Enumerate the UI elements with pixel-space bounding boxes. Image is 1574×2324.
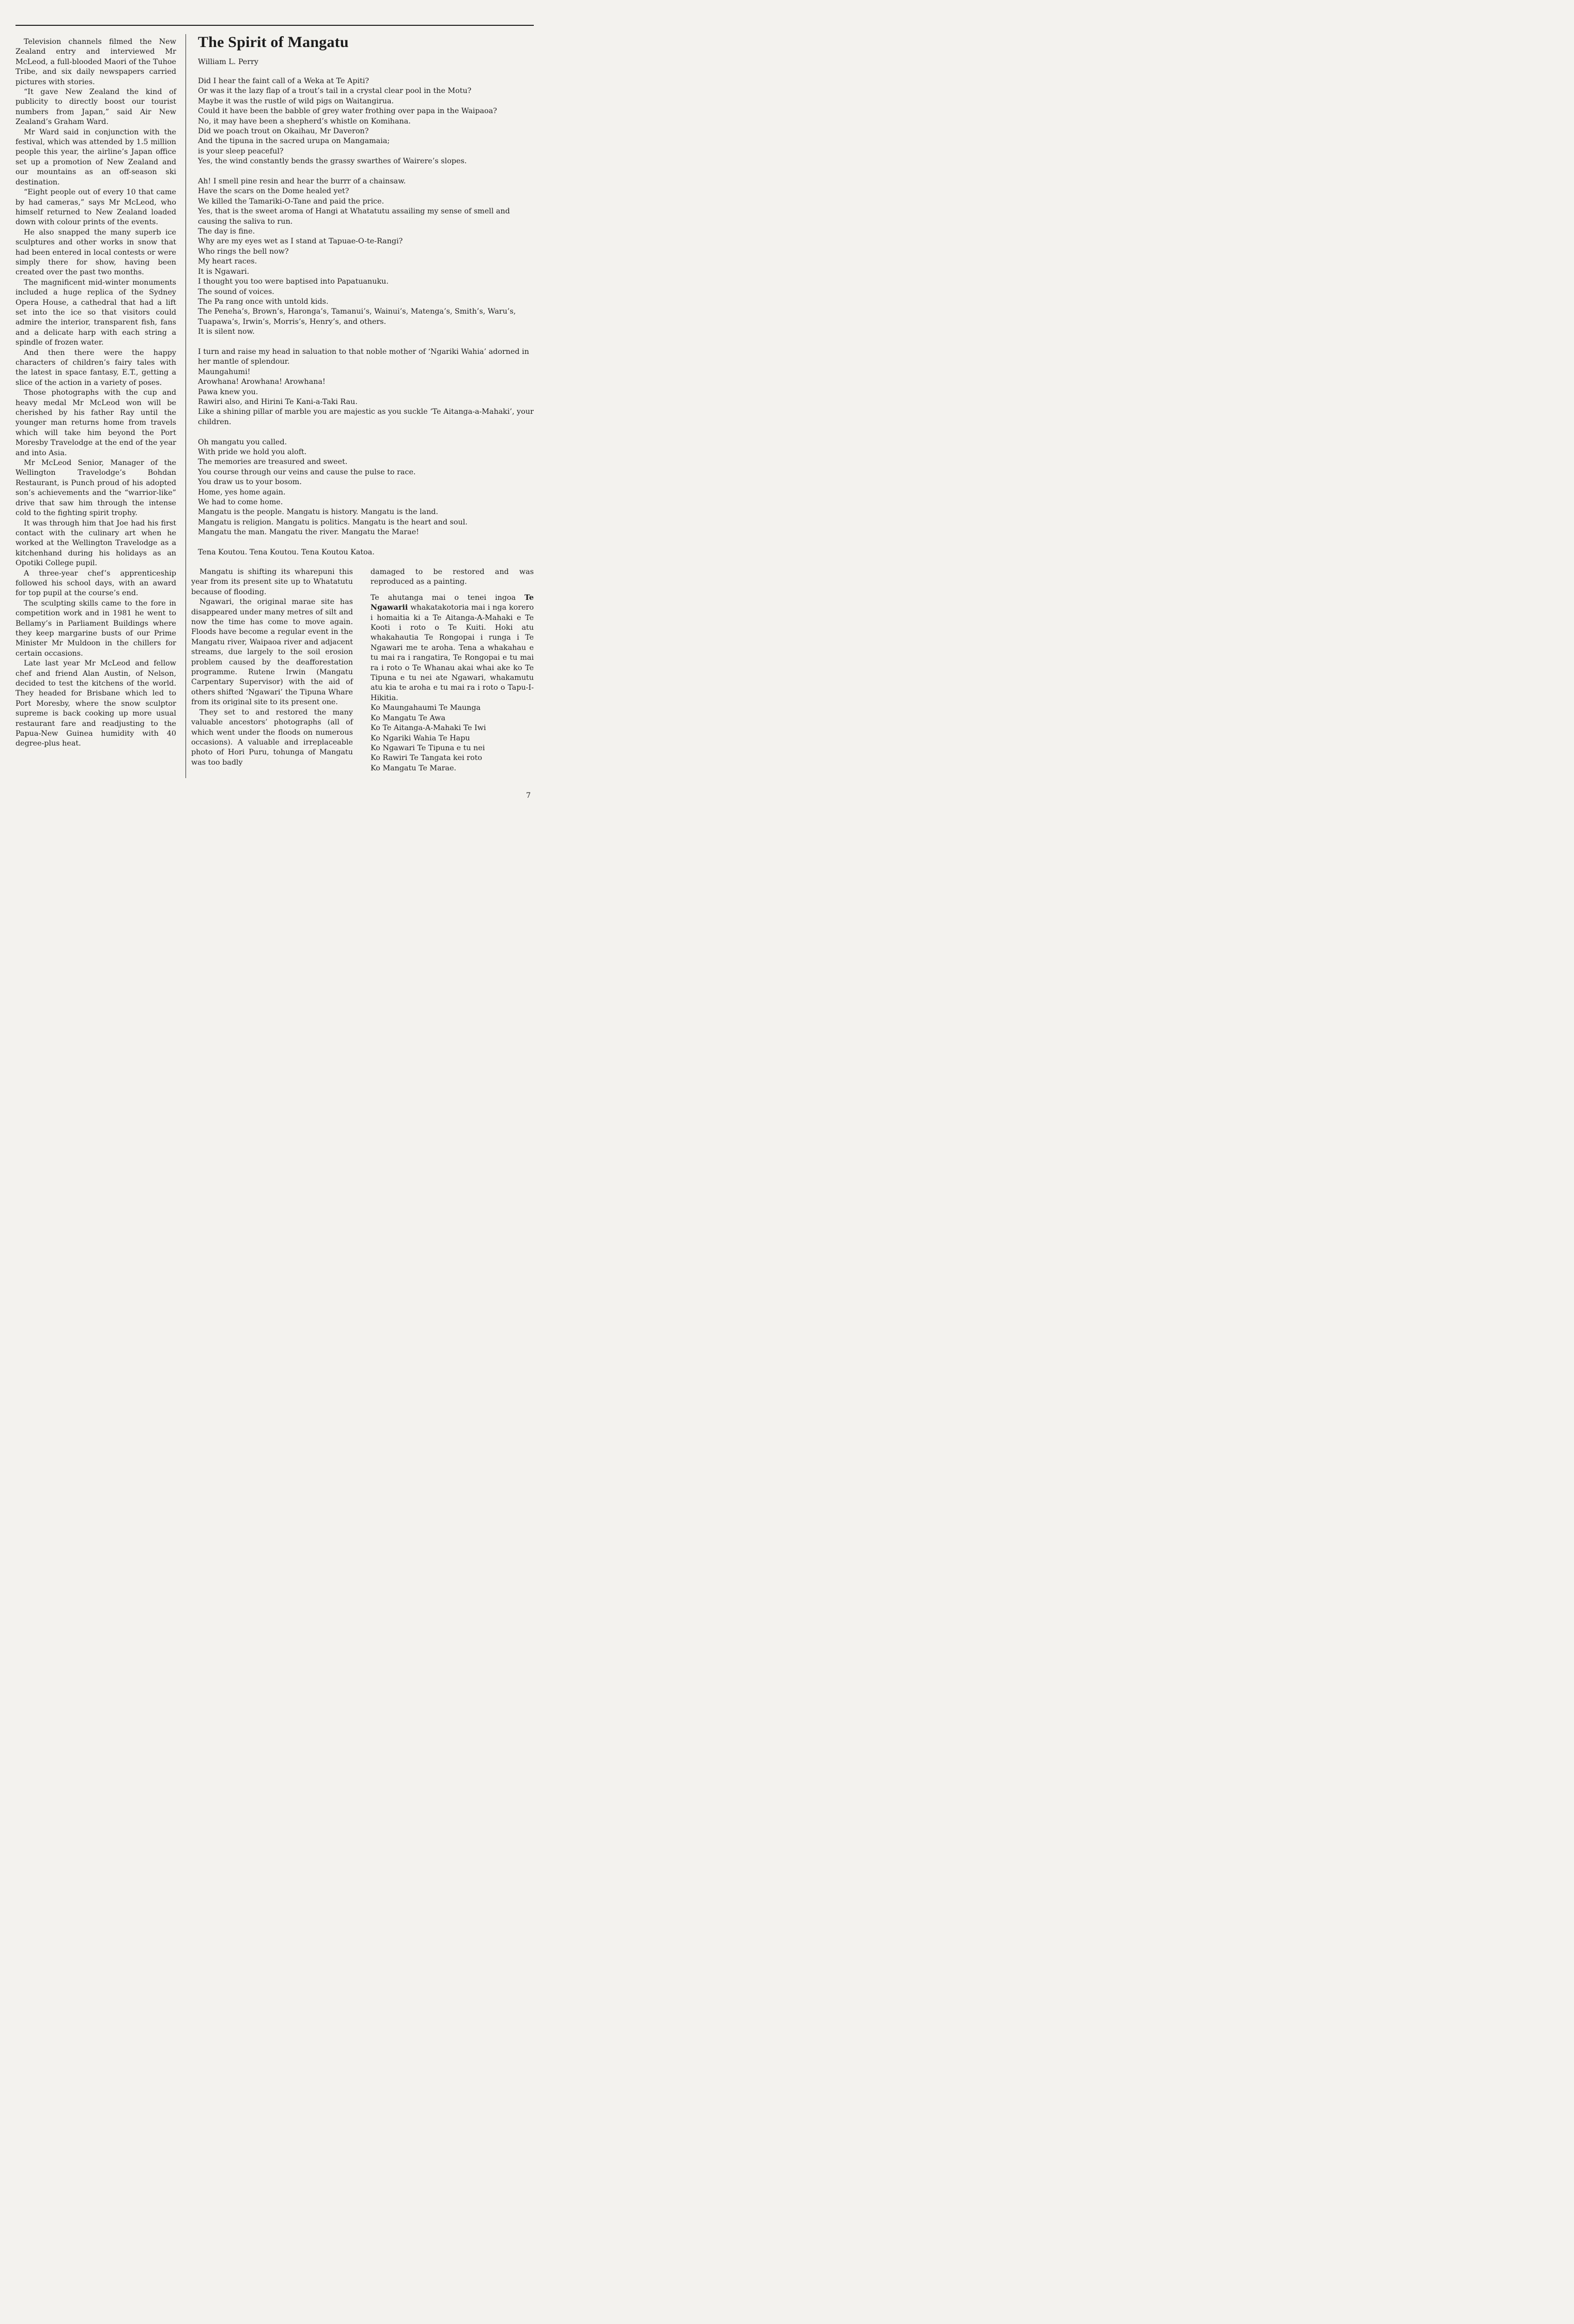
poem-stanza xyxy=(198,548,534,557)
paragraph: damaged to be restored and was reproduced as a painting. xyxy=(371,568,534,586)
poem-stanza xyxy=(198,76,534,167)
pepeha-line: Ko Rawiri Te Tangata kei roto xyxy=(371,754,482,763)
poem-line: Why are my eyes wet as I stand at Tapuae-O-te-Rangi? xyxy=(198,237,403,246)
poem-line: Pawa knew you. xyxy=(198,388,258,396)
pepeha-line: Ko Ngariki Wahia Te Hapu xyxy=(371,734,470,742)
paragraph: Ngawari, the original marae site has disappeared under many metres of silt and now the time has come to move again. Floods have become a regular event in the Mangatu river, Waipaoa river and adjacent streams, due largely to the soil erosion problem caused by the deafforestation programme. Rutene Irwin (Mangatu Carpentary Supervisor) with the aid of others shifted ‘Ngawari’ the Tipuna Whare from its original site to its present one. xyxy=(191,598,353,707)
left-column xyxy=(16,37,176,749)
poem-line: Oh mangatu you called. xyxy=(198,438,287,446)
maori-paragraph xyxy=(371,593,534,703)
paragraph: Late last year Mr McLeod and fellow chef and friend Alan Austin, of Nelson, decided to test the kitchens of the world. They headed for Brisbane which led to Port Moresby, where the snow sculptor supreme is back cooking up more usual restaurant fare and readjusting to the Papua-New Guinea humidity with 40 degree-plus heat. xyxy=(16,659,176,748)
article-title: The Spirit of Mangatu xyxy=(198,34,349,51)
paragraph: “Eight people out of every 10 that came by had cameras,” says Mr McLeod, who himself returned to New Zealand loaded down with colour prints of the events. xyxy=(16,188,176,227)
poem-line: The Peneha’s, Brown’s, Haronga’s, Tamanui’s, Wainui’s, Matenga’s, Smith’s, Waru’s, Tuapawa’s, Irwin’s, Morris’s, Henry’s, and others. xyxy=(198,307,516,326)
poem-line: The day is fine. xyxy=(198,227,255,236)
poem-line: It is Ngawari. xyxy=(198,267,250,276)
poem-line: Mangatu is the people. Mangatu is history. Mangatu is the land. xyxy=(198,508,438,517)
poem-line: Have the scars on the Dome healed yet? xyxy=(198,187,349,196)
article-header xyxy=(198,33,534,66)
poem xyxy=(198,76,534,568)
poem-line: You course through our veins and cause the pulse to race. xyxy=(198,468,416,476)
pepeha-line: Ko Mangatu Te Marae. xyxy=(371,764,456,772)
maori-text: Te ahutanga mai o tenei ingoa xyxy=(371,593,524,602)
poem-line: Yes, that is the sweet aroma of Hangi at Whatatutu assailing my sense of smell and causing the saliva to run. xyxy=(198,207,510,226)
pepeha-line: Ko Ngawari Te Tipuna e tu nei xyxy=(371,743,485,752)
poem-line: Or was it the lazy flap of a trout’s tail in a crystal clear pool in the Motu? xyxy=(198,87,472,96)
poem-line: I turn and raise my head in saluation to that noble mother of ‘Ngariki Wahia’ adorned in her mantle of splendour. xyxy=(198,347,529,366)
paragraph: “It gave New Zealand the kind of publicity to directly boost our tourist numbers from Japan,” said Air New Zealand’s Graham Ward. xyxy=(16,88,176,127)
poem-line: is your sleep peaceful? xyxy=(198,147,284,156)
poem-line: Ah! I smell pine resin and hear the burrr of a chainsaw. xyxy=(198,177,406,186)
poem-line: Did we poach trout on Okaihau, Mr Daveron? xyxy=(198,127,369,136)
poem-line: My heart races. xyxy=(198,257,257,266)
poem-line: You draw us to your bosom. xyxy=(198,478,302,487)
poem-line: We killed the Tamariki-O-Tane and paid the price. xyxy=(198,197,384,206)
poem-line: Yes, the wind constantly bends the grassy swarthes of Wairere’s slopes. xyxy=(198,157,467,166)
poem-line: Mangatu is religion. Mangatu is politics. Mangatu is the heart and soul. xyxy=(198,518,468,526)
paragraph: Mr Ward said in conjunction with the festival, which was attended by 1.5 million people this year, the airline’s Japan office set up a promotion of New Zealand and our mountains as an off-season ski destination. xyxy=(16,128,176,187)
poem-line: The Pa rang once with untold kids. xyxy=(198,297,329,306)
paragraph: The magnificent mid-winter monuments included a huge replica of the Sydney Opera House, a cathedral that had a lift set into the ice so that visitors could admire the interior, transparent fish, fans and a delicate harp with each string a spindle of frozen water. xyxy=(16,278,176,347)
poem-line: The memories are treasured and sweet. xyxy=(198,458,348,467)
poem-line: No, it may have been a shepherd’s whistle on Komihana. xyxy=(198,117,411,126)
page-number: 7 xyxy=(526,792,531,800)
pepeha-line: Ko Te Aitanga-A-Mahaki Te Iwi xyxy=(371,724,486,733)
article-author: William L. Perry xyxy=(198,58,259,66)
poem-line: Arowhana! Arowhana! Arowhana! xyxy=(198,378,326,386)
poem-line: Rawiri also, and Hirini Te Kani-a-Taki Rau. xyxy=(198,397,358,406)
maori-name-bold: Te Ngawarii xyxy=(371,593,534,612)
poem-line: Who rings the bell now? xyxy=(198,247,289,256)
poem-line: Could it have been the babble of grey water frothing over papa in the Waipaoa? xyxy=(198,107,497,116)
pepeha-list xyxy=(371,703,534,773)
paragraph: It was through him that Joe had his first contact with the culinary art when he worked at the Wellington Travelodge as a kitchenhand during his holidays as an Opotiki College pupil. xyxy=(16,519,176,568)
poem-line: Like a shining pillar of marble you are majestic as you suckle ‘Te Aitanga-a-Mahaki’, your children. xyxy=(198,408,534,426)
poem-line: We had to come home. xyxy=(198,498,283,507)
poem-line: Mangatu the man. Mangatu the river. Mangatu the Marae! xyxy=(198,528,419,537)
poem-stanza xyxy=(198,177,534,337)
poem-line: With pride we hold you aloft. xyxy=(198,447,307,456)
poem-stanza xyxy=(198,438,534,538)
paragraph: They set to and restored the many valuable ancestors’ photographs (all of which went under the floods on numerous occasions). A valuable and irreplaceable photo of Hori Puru, tohunga of Mangatu was too badly xyxy=(191,708,353,767)
poem-line: Tena Koutou. Tena Koutou. Tena Koutou Katoa. xyxy=(198,548,375,557)
maori-text: whakatakotoria mai i nga korero i homaitia ki a Te Aitanga-A-Mahaki e Te Kooti i roto o Te Kuiti. Hoki atu whakahautia Te Rongopai i runga i Te Ngawari me te aroha. Tena a whakahau e tu mai ra i rangatira, Te Rongopai e tu mai ra i roto o Te Whanau akai whai ake ko Te Tipuna e tu nei ate Ngawari, whakamutu atu kia te aroha e tu mai ra i roto o Tapu-I-Hikitia. xyxy=(371,603,534,702)
poem-line: The sound of voices. xyxy=(198,287,274,296)
poem-stanza xyxy=(198,347,534,427)
middle-column xyxy=(191,567,353,768)
paragraph: A three-year chef’s apprenticeship followed his school days, with an award for top pupil at the course’s end. xyxy=(16,569,176,598)
paragraph: The sculpting skills came to the fore in competition work and in 1981 he went to Bellamy’s in Parliament Buildings where they keep margarine busts of our Prime Minister Mr Muldoon in the chillers for certain occasions. xyxy=(16,599,176,658)
pepeha-line: Ko Mangatu Te Awa xyxy=(371,714,445,722)
paragraph: Television channels filmed the New Zealand entry and interviewed Mr McLeod, a full-blooded Maori of the Tuhoe Tribe, and six daily newspapers carried pictures with stories. xyxy=(16,38,176,86)
paragraph: Mr McLeod Senior, Manager of the Wellington Travelodge’s Bohdan Restaurant, is Punch proud of his adopted son’s achievements and the “warrior-like” drive that saw him through the intense cold to the fighting spirit trophy. xyxy=(16,459,176,518)
paragraph: And then there were the happy characters of children’s fairy tales with the latest in space fantasy, E.T., getting a slice of the action in a variety of poses. xyxy=(16,348,176,387)
paragraph: He also snapped the many superb ice sculptures and other works in snow that had been entered in local contests or were simply there for show, having been created over the past two months. xyxy=(16,228,176,277)
poem-line: And the tipuna in the sacred urupa on Mangamaia; xyxy=(198,137,390,146)
right-column xyxy=(371,567,534,773)
pepeha-line: Ko Maungahaumi Te Maunga xyxy=(371,704,481,712)
poem-line: It is silent now. xyxy=(198,328,255,336)
paragraph: Mangatu is shifting its wharepuni this year from its present site up to Whatatutu because of flooding. xyxy=(191,568,353,596)
poem-line: Did I hear the faint call of a Weka at Te Apiti? xyxy=(198,77,369,85)
top-rule xyxy=(16,25,534,26)
poem-line: Maungahumi! xyxy=(198,367,251,376)
poem-line: Maybe it was the rustle of wild pigs on Waitangirua. xyxy=(198,97,394,105)
paragraph: Those photographs with the cup and heavy medal Mr McLeod won will be cherished by his father Ray until the younger man returns home from travels which will take him beyond the Port Moresby Travelodge at the end of the year and into Asia. xyxy=(16,389,176,457)
poem-line: I thought you too were baptised into Papatuanuku. xyxy=(198,277,389,286)
poem-line: Home, yes home again. xyxy=(198,488,286,497)
